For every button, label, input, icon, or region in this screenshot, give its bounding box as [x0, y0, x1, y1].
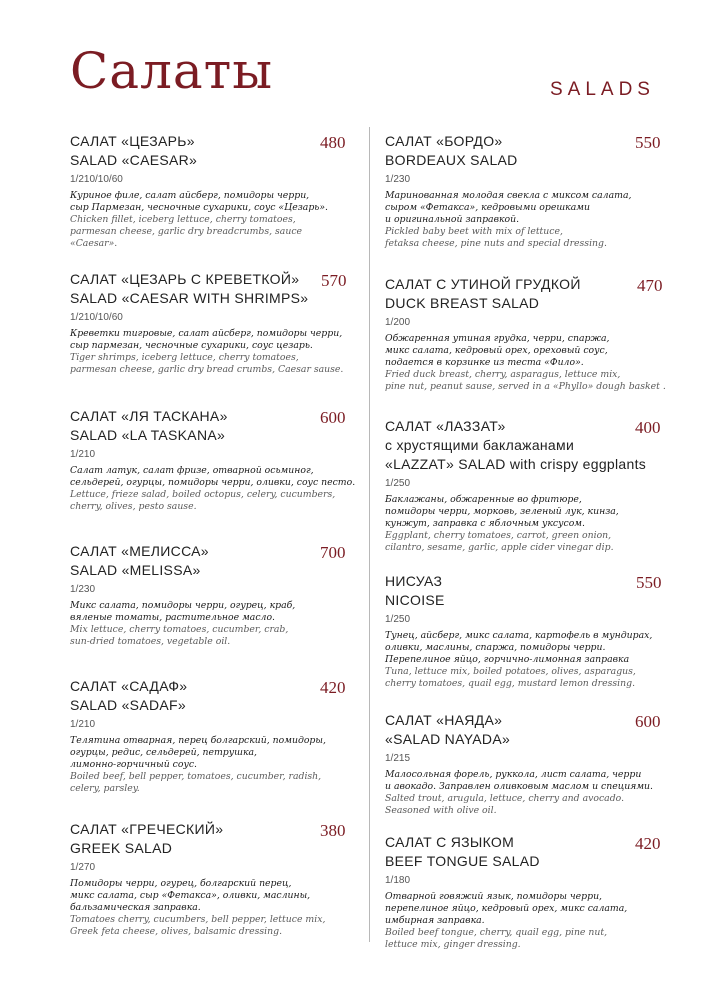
item-price: 480 [320, 133, 346, 152]
item-name-en: SALAD «SADAF» [70, 697, 186, 713]
item-price: 550 [635, 133, 661, 152]
menu-item-beef-tongue [385, 834, 685, 951]
item-name-en: NICOISE [385, 592, 445, 608]
item-name-ru: САЛАТ «САДАФ» [70, 678, 188, 694]
item-weight: 1/180 [385, 875, 411, 886]
item-name-en: SALAD «CAESAR» [70, 152, 198, 168]
item-description-ru: Маринованная молодая свекла с миксом салата, сыром «Фетакса», кедровыми орешками и оригинальной заправкой. [385, 190, 632, 225]
menu-item-greek [70, 821, 360, 938]
item-description-ru: Обжаренная утиная грудка, черри, спаржа, микс салата, кедровый орех, ореховый соус, подается в корзинке из теста «Фило». [385, 333, 610, 368]
item-description-en: Tuna, lettuce mix, boiled potatoes, olives, asparagus, cherry tomatoes, quail egg, mustard lemon dressing. [385, 666, 636, 689]
item-name-ru: САЛАТ «ЦЕЗАРЬ С КРЕВЕТКОЙ» [70, 271, 300, 287]
menu-item-sadaf [70, 678, 360, 795]
item-name-en: DUCK BREAST SALAD [385, 295, 540, 311]
item-description-ru: Куриное филе, салат айсберг, помидоры черри, сыр Пармезан, чесночные сухарики, соус «Цезарь». [70, 190, 328, 213]
item-description-en: Boiled beef, bell pepper, tomatoes, cucumber, radish, celery, parsley. [70, 771, 322, 794]
item-name-en: «SALAD NAYADA» [385, 731, 511, 747]
menu-item-caesar-shrimps [70, 271, 360, 376]
menu-item-lazzat [385, 418, 685, 554]
item-name-ru: САЛАТ «ЦЕЗАРЬ» [70, 133, 195, 149]
item-price: 420 [635, 834, 661, 853]
item-weight: 1/250 [385, 478, 411, 489]
item-name-ru: САЛАТ «ГРЕЧЕСКИЙ» [70, 821, 224, 837]
item-price: 700 [320, 543, 346, 562]
item-weight: 1/210 [70, 449, 96, 460]
item-description-ru: Креветки тигровые, салат айсберг, помидоры черри, сыр пармезан, чесночные сухарики, соус цезарь. [70, 328, 343, 351]
item-description-ru: Микс салата, помидоры черри, огурец, краб, вяленые томаты, растительное масло. [70, 600, 296, 623]
page-title: Салаты [70, 42, 274, 100]
column-divider [369, 127, 370, 942]
item-name-ru: САЛАТ С УТИНОЙ ГРУДКОЙ [385, 276, 581, 292]
item-price: 420 [320, 678, 346, 697]
item-name-en: GREEK SALAD [70, 840, 173, 856]
item-price: 570 [321, 271, 347, 290]
item-description-ru: Помидоры черри, огурец, болгарский перец, микс салата, сыр «Фетакса», оливки, маслины, бальзамическая заправка. [70, 878, 311, 913]
menu-item-melissa [70, 543, 360, 648]
menu-item-bordeaux [385, 133, 675, 250]
item-weight: 1/215 [385, 753, 411, 764]
item-price: 470 [637, 276, 663, 295]
item-description-en: Pickled baby beet with mix of lettuce, fetaksa cheese, pine nuts and special dressing. [385, 226, 607, 249]
menu-item-caesar [70, 133, 350, 250]
item-weight: 1/210/10/60 [70, 312, 123, 323]
item-name-en: BORDEAUX SALAD [385, 152, 518, 168]
item-name-en: SALAD «CAESAR WITH SHRIMPS» [70, 290, 309, 306]
item-description-ru: Отварной говяжий язык, помидоры черри, перепелиное яйцо, кедровый орех, микс салата, имбирная заправка. [385, 891, 628, 926]
menu-item-la-taskana [70, 408, 365, 513]
item-name-ru: САЛАТ «ЛАЗЗАТ» [385, 418, 506, 434]
item-price: 550 [636, 573, 662, 592]
item-name-en: «LAZZAT» SALAD with crispy eggplants [385, 456, 647, 472]
item-description-en: Boiled beef tongue, cherry, quail egg, pine nut, lettuce mix, ginger dressing. [385, 927, 608, 950]
menu-item-nicoise [385, 573, 685, 690]
item-description-ru: Баклажаны, обжаренные во фритюре, помидоры черри, морковь, зеленый лук, кинза, кунжут, заправка с яблочным уксусом. [385, 494, 619, 529]
item-price: 400 [635, 418, 661, 437]
item-weight: 1/210 [70, 719, 96, 730]
item-name-ru: НИСУАЗ [385, 573, 443, 589]
item-description-ru: Малосольная форель, руккола, лист салата, черри и авокадо. Заправлен оливковым маслом и специями. [385, 769, 653, 792]
item-description-en: Fried duck breast, cherry, asparagus, lettuce mix, pine nut, peanut sause, served in a «Phyllo» dough basket . [385, 369, 666, 392]
item-description-en: Tiger shrimps, iceberg lettuce, cherry tomatoes, parmesan cheese, garlic dry bread crumbs, Caesar sause. [70, 352, 344, 375]
page-subtitle: SALADS [550, 79, 655, 100]
item-description-ru: Салат латук, салат фризе, отварной осьминог, сельдерей, огурцы, помидоры черри, оливки, соус песто. [70, 465, 356, 488]
item-weight: 1/230 [385, 174, 411, 185]
item-name-ru: САЛАТ «НАЯДА» [385, 712, 503, 728]
item-price: 600 [320, 408, 346, 427]
item-weight: 1/230 [70, 584, 96, 595]
item-name-ru: САЛАТ «ЛЯ ТАСКАНА» [70, 408, 228, 424]
item-name-en: SALAD «MELISSA» [70, 562, 201, 578]
item-description-en: Chicken fillet, iceberg lettuce, cherry tomatoes, parmesan cheese, garlic dry breadcrumbs, sauce «Caesar». [70, 214, 303, 249]
item-description-ru: Телятина отварная, перец болгарский, помидоры, огурцы, редис, сельдерей, петрушка, лимонно-горчичный соус. [70, 735, 326, 770]
item-name-ru: САЛАТ «БОРДО» [385, 133, 503, 149]
item-weight: 1/210/10/60 [70, 174, 123, 185]
item-description-en: Eggplant, cherry tomatoes, carrot, green onion, cilantro, sesame, garlic, apple cider vinegar dip. [385, 530, 614, 553]
item-description-ru: Тунец, айсберг, микс салата, картофель в мундирах, оливки, маслины, спаржа, помидоры черри. Перепелиное яйцо, горчично-лимонная заправка [385, 630, 653, 665]
item-name-ru: САЛАТ «МЕЛИССА» [70, 543, 209, 559]
item-description-en: Tomatoes cherry, cucumbers, bell pepper, lettuce mix, Greek feta cheese, olives, balsamic dressing. [70, 914, 326, 937]
menu-item-nayada [385, 712, 685, 817]
item-weight: 1/270 [70, 862, 96, 873]
item-price: 380 [320, 821, 346, 840]
item-weight: 1/200 [385, 317, 411, 328]
item-description-en: Salted trout, arugula, lettuce, cherry and avocado. Seasoned with olive oil. [385, 793, 625, 816]
item-name-en: SALAD «LA TASKANA» [70, 427, 226, 443]
item-description-en: Lettuce, frieze salad, boiled octopus, celery, cucumbers, cherry, olives, pesto sause. [70, 489, 336, 512]
item-name-en: BEEF TONGUE SALAD [385, 853, 540, 869]
item-name-ru: САЛАТ С ЯЗЫКОМ [385, 834, 515, 850]
item-description-en: Mix lettuce, cherry tomatoes, cucumber, crab, sun-dried tomatoes, vegetable oil. [70, 624, 289, 647]
item-weight: 1/250 [385, 614, 411, 625]
menu-item-duck-breast [385, 276, 685, 393]
item-price: 600 [635, 712, 661, 731]
item-subtitle-ru: с хрустящими баклажанами [385, 437, 575, 453]
